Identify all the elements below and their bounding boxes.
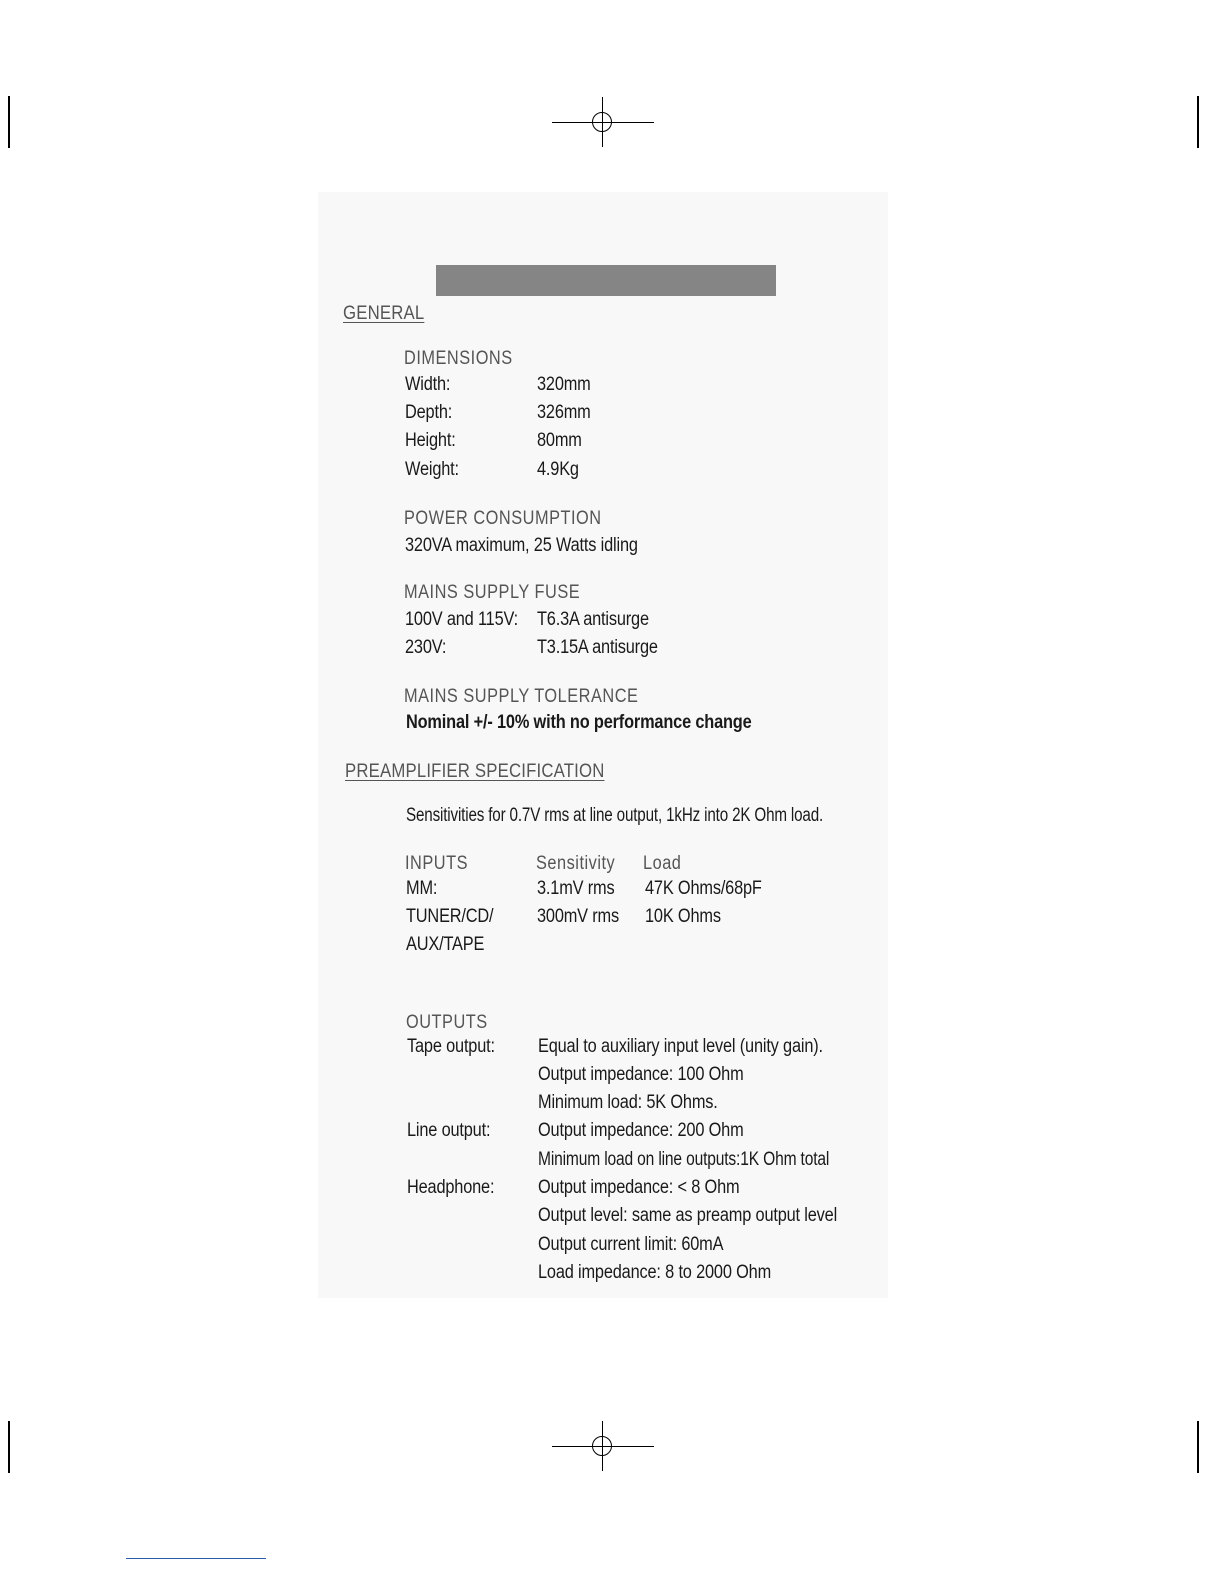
footer-rule [126, 1558, 266, 1559]
fuse-label: 230V: [405, 637, 447, 658]
dimension-value: 80mm [537, 430, 582, 451]
output-line: Output current limit: 60mA [538, 1234, 724, 1255]
dimension-value: 326mm [537, 402, 591, 423]
section-title-preamplifier: PREAMPLIFIER SPECIFICATION [345, 760, 605, 782]
input-sensitivity: 3.1mV rms [537, 878, 615, 899]
heading-outputs: OUTPUTS [406, 1012, 488, 1033]
crop-mark-top-left [8, 96, 10, 148]
input-label: TUNER/CD/ [406, 906, 494, 927]
title-bar [436, 265, 776, 296]
power-consumption-value: 320VA maximum, 25 Watts idling [405, 535, 638, 556]
input-sensitivity: 300mV rms [537, 906, 619, 927]
column-header-sensitivity: Sensitivity [536, 853, 616, 874]
dimension-label: Depth: [405, 402, 453, 423]
fuse-value: T6.3A antisurge [537, 609, 649, 630]
output-label-line: Line output: [407, 1120, 491, 1141]
heading-power-consumption: POWER CONSUMPTION [404, 508, 602, 529]
output-line: Output impedance: 100 Ohm [538, 1064, 744, 1085]
crop-mark-bottom-right [1197, 1421, 1199, 1473]
dimension-value: 4.9Kg [537, 459, 579, 480]
heading-mains-supply-tolerance: MAINS SUPPLY TOLERANCE [404, 686, 639, 707]
fuse-label: 100V and 115V: [405, 609, 518, 630]
heading-dimensions: DIMENSIONS [404, 348, 513, 369]
heading-inputs: INPUTS [405, 853, 469, 874]
dimension-label: Height: [405, 430, 456, 451]
output-line: Minimum load on line outputs:1K Ohm total [538, 1149, 830, 1170]
dimension-value: 320mm [537, 374, 591, 395]
column-header-load: Load [643, 853, 682, 874]
section-title-general: GENERAL [343, 302, 425, 324]
output-line: Output impedance: < 8 Ohm [538, 1177, 740, 1198]
input-load: 10K Ohms [645, 906, 721, 927]
output-line: Minimum load: 5K Ohms. [538, 1092, 718, 1113]
output-line: Output impedance: 200 Ohm [538, 1120, 744, 1141]
tolerance-value: Nominal +/- 10% with no performance change [406, 712, 752, 733]
output-label-headphone: Headphone: [407, 1177, 495, 1198]
sensitivity-note: Sensitivities for 0.7V rms at line output, 1kHz into 2K Ohm load. [406, 805, 824, 826]
input-load: 47K Ohms/68pF [645, 878, 762, 899]
crop-mark-top-right [1197, 96, 1199, 148]
output-line: Output level: same as preamp output level [538, 1205, 838, 1226]
dimension-label: Width: [405, 374, 451, 395]
output-label-tape: Tape output: [407, 1036, 495, 1057]
heading-mains-supply-fuse: MAINS SUPPLY FUSE [404, 582, 581, 603]
crop-mark-bottom-left [8, 1421, 10, 1473]
fuse-value: T3.15A antisurge [537, 637, 658, 658]
input-label: AUX/TAPE [406, 934, 485, 955]
output-line: Equal to auxiliary input level (unity gain). [538, 1036, 823, 1057]
output-line: Load impedance: 8 to 2000 Ohm [538, 1262, 772, 1283]
dimension-label: Weight: [405, 459, 459, 480]
input-label: MM: [406, 878, 438, 899]
